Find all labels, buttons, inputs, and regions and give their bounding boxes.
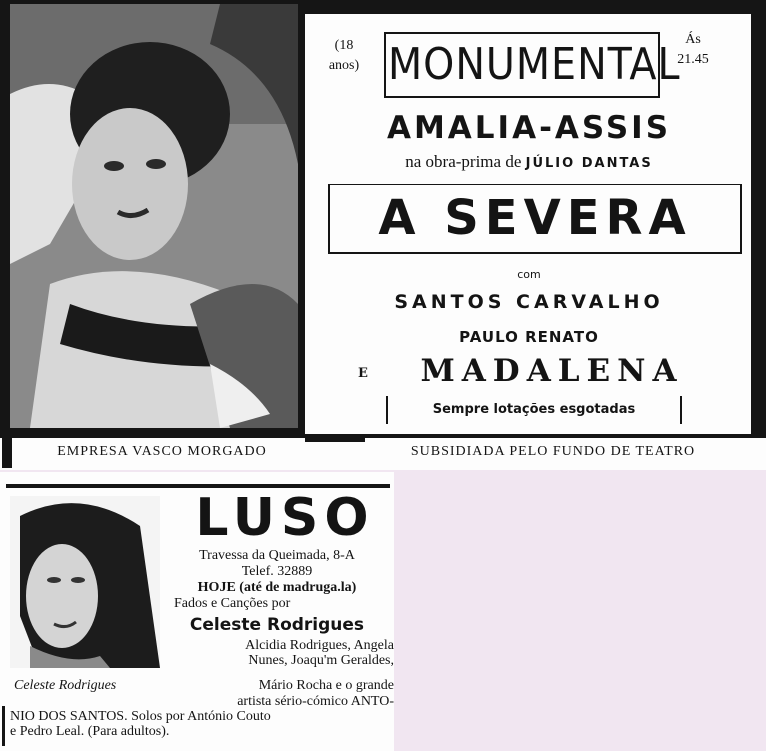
showtime	[670, 30, 716, 70]
cast-member-2: PAULO RENATO	[459, 328, 599, 346]
play-title: A SEVERA	[378, 190, 692, 246]
actress-photo	[10, 4, 298, 428]
performers-line: Mário Rocha e o grande	[258, 678, 394, 693]
performers-line: artista sério-cómico ANTO-	[237, 694, 394, 709]
showtime-value: 21.45	[677, 52, 709, 67]
performers-line: e Pedro Leal. (Para adultos).	[10, 724, 170, 739]
with-word: com	[517, 268, 541, 281]
cast-member-3: MADALENA	[420, 353, 684, 389]
subtitle-prefix: na obra-prima de	[405, 152, 522, 171]
photo-caption: Celeste Rodrigues	[14, 678, 117, 693]
star-name: Celeste Rodrigues	[189, 615, 365, 635]
schedule: HOJE (até de madruga.la)	[197, 580, 357, 595]
venue-phone: Telef. 32889	[241, 564, 313, 579]
cast-conjunction: E	[358, 366, 368, 381]
performers-line: Nunes, Joaqu'm Geraldes,	[248, 653, 394, 668]
actress-portrait	[10, 4, 298, 428]
subsidy-note: SUBSIDIADA PELO FUNDO DE TEATRO	[410, 444, 696, 459]
singer-photo	[10, 496, 160, 668]
company-name: EMPRESA VASCO MORGADO	[57, 444, 267, 459]
headline: AMALIA-ASSIS	[386, 110, 672, 146]
age-restriction	[322, 36, 366, 76]
showtime-prefix: Ás	[685, 32, 701, 47]
author-name: JÚLIO DANTAS	[525, 156, 653, 171]
theatre-name: MONUMENTAL	[388, 39, 681, 90]
cast-member-1: SANTOS CARVALHO	[394, 291, 664, 313]
frame-tab	[2, 436, 12, 468]
venue-name: LUSO	[195, 488, 375, 548]
program: Fados e Canções por	[174, 596, 291, 611]
age-line-1: (18	[334, 38, 354, 53]
age-line-2: anos)	[328, 58, 360, 73]
performers-line: Alcidia Rodrigues, Angela	[245, 638, 394, 653]
performers	[160, 638, 394, 668]
performers-line: NIO DOS SANTOS. Solos por António Couto	[10, 709, 271, 724]
subtitle	[312, 151, 746, 175]
left-rule	[2, 706, 5, 746]
frame-tab	[305, 436, 365, 442]
venue-address: Travessa da Queimada, 8-A	[199, 548, 355, 563]
tagline: Sempre lotações esgotadas	[432, 402, 636, 417]
singer-portrait	[10, 496, 160, 668]
